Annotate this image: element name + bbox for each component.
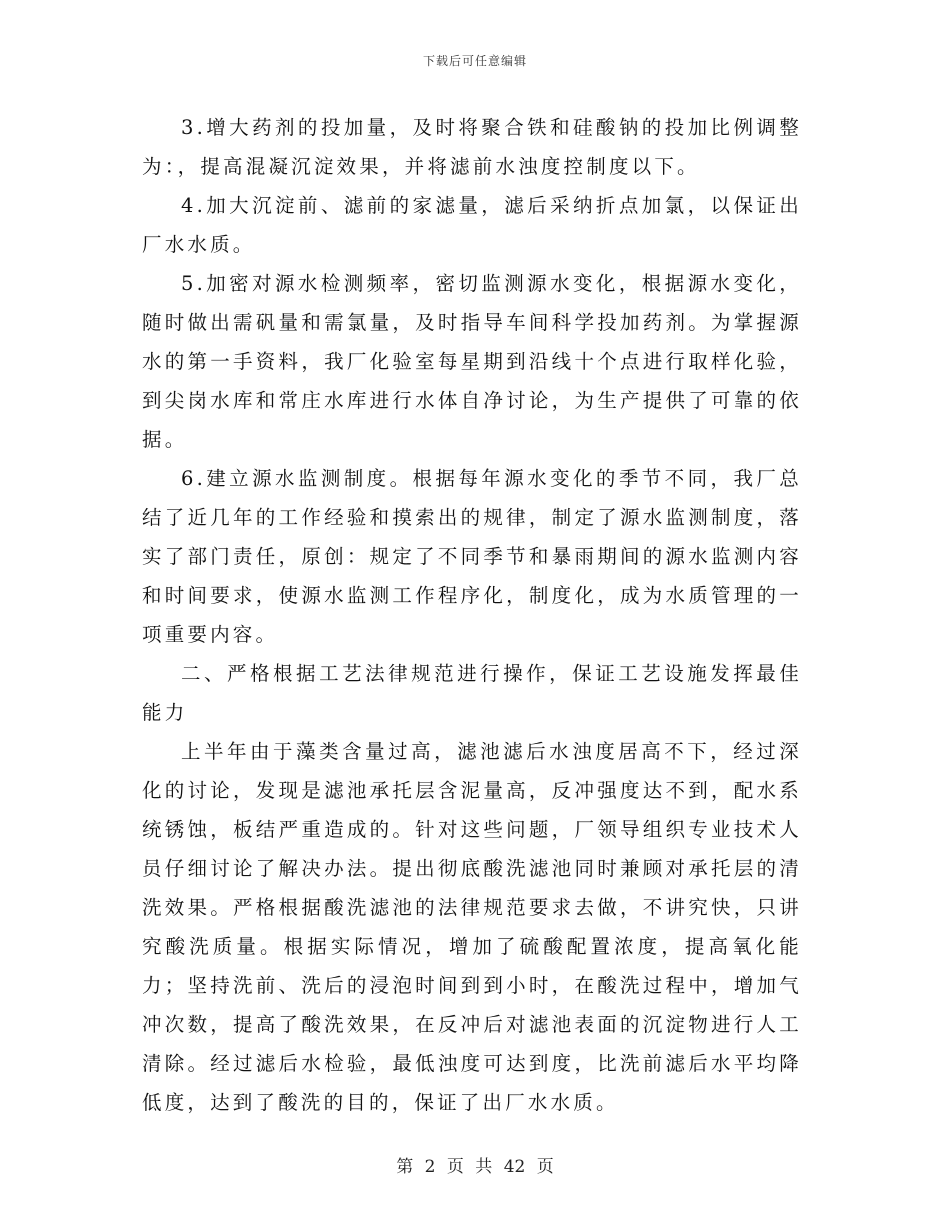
section-heading-2: 二、严格根据工艺法律规范进行操作，保证工艺设施发挥最佳能力 <box>142 662 802 724</box>
paragraph-measure-3: 3.增大药剂的投加量，及时将聚合铁和硅酸钠的投加比例调整为：，提高混凝沉淀效果，并将滤前水浊度控制度以下。 <box>142 116 802 178</box>
paragraph-measure-4: 4.加大沉淀前、滤前的家滤量，滤后采纳折点加氯，以保证出厂水水质。 <box>142 194 802 256</box>
page-header: 下载后可任意编辑 <box>422 54 527 68</box>
paragraph-measure-6: 6.建立源水监测制度。根据每年源水变化的季节不同，我厂总结了近几年的工作经验和摸索出的规律，制定了源水监测制度，落实了部门责任，原创：规定了不同季节和暴雨期间的源水监测内容和时间要求，使源水监测工作程序化，制度化，成为水质管理的一项重要内容。 <box>142 467 802 646</box>
paragraph-filter-pool: 上半年由于藻类含量过高，滤池滤后水浊度居高不下，经过深化的讨论，发现是滤池承托层含泥量高，反冲强度达不到，配水系统锈蚀，板结严重造成的。针对这些问题，厂领导组织专业技术人员仔细讨论了解决办法。提出彻底酸洗滤池同时兼顾对承托层的清洗效果。严格根据酸洗滤池的法律规范要求去做，不讲究快，只讲究酸洗质量。根据实际情况，增加了硫酸配置浓度，提高氧化能力；坚持洗前、洗后的浸泡时间到到小时，在酸洗过程中，增加气冲次数，提高了酸洗效果，在反冲后对滤池表面的沉淀物进行人工清除。经过滤后水检验，最低浊度可达到度，比洗前滤后水平均降低度，达到了酸洗的目的，保证了出厂水水质。 <box>142 740 802 1114</box>
paragraph-measure-5: 5.加密对源水检测频率，密切监测源水变化，根据源水变化，随时做出需矾量和需氯量，及时指导车间科学投加药剂。为掌握源水的第一手资料，我厂化验室每星期到沿线十个点进行取样化验，到尖岗水库和常庄水库进行水体自净讨论，为生产提供了可靠的依据。 <box>142 272 802 451</box>
page-number: 第 2 页 共 42 页 <box>396 1157 554 1177</box>
document-body <box>142 108 802 1122</box>
